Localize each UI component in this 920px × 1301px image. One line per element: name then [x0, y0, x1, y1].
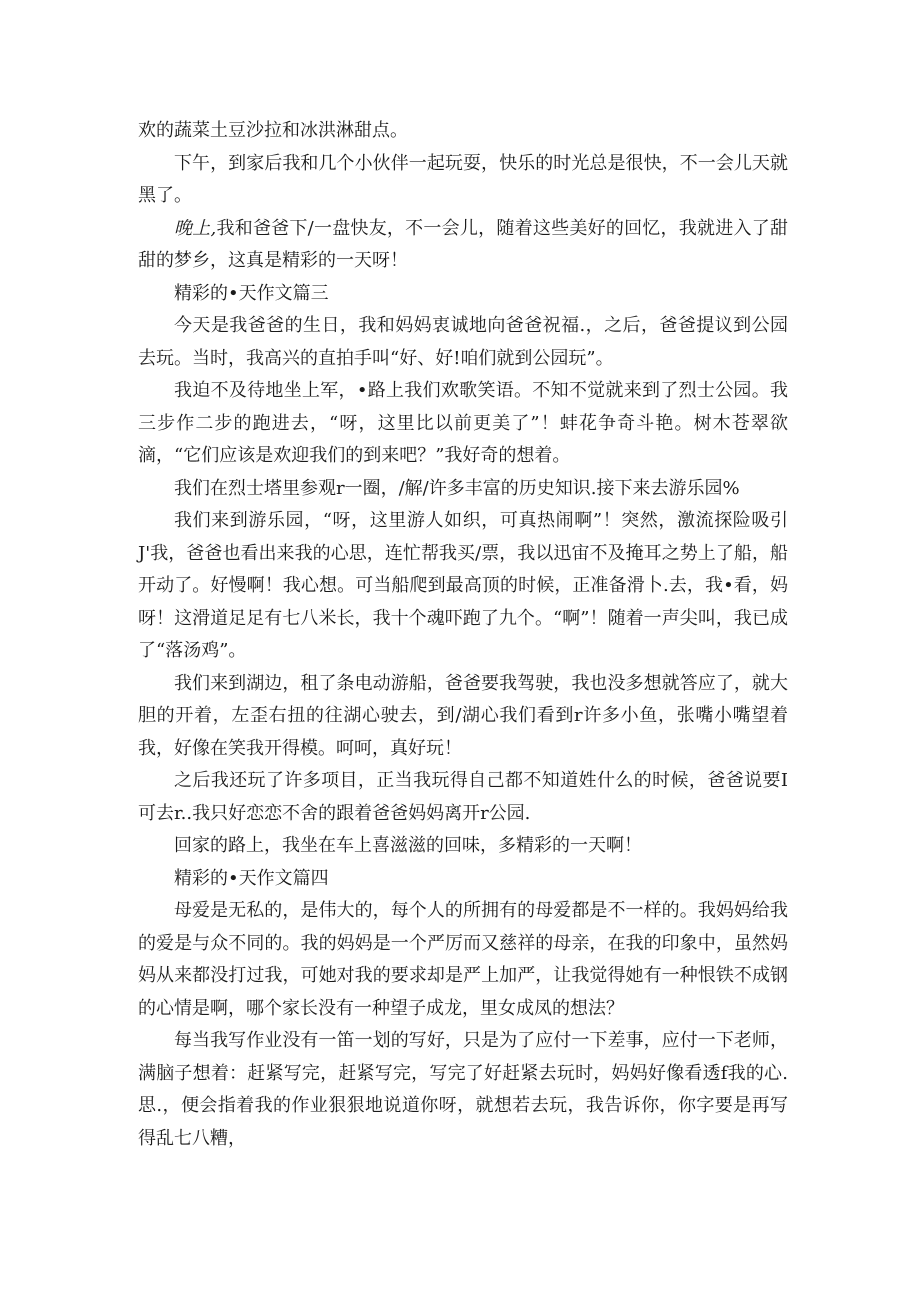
paragraph: 之后我还玩了许多项目，正当我玩得自己都不知道姓什么的时候，爸爸说要I可去r..我只好恋恋不舍的跟着爸爸妈妈离开r公园.	[138, 770, 788, 824]
paragraph: 我们来到湖边，租了条电动游船，爸爸要我驾驶，我也没多想就答应了，就大胆的开着，左歪右扭的往湖心驶去，到/湖心我们看到r许多小鱼，张嘴小嘴望着我，好像在笑我开得模。呵呵，真好玩！	[138, 672, 788, 759]
paragraph: 下午，到家后我和几个小伙伴一起玩耍，快乐的时光总是很快，不一会儿天就黑了。	[138, 152, 788, 206]
paragraph: 母爱是无私的，是伟大的，每个人的所拥有的母爱都是不一样的。我妈妈给我的爱是与众不同的。我的妈妈是一个严厉而又慈祥的母亲，在我的印象中，虽然妈妈从来都没打过我，可她对我的要求却是严上加严，让我觉得她有一种恨铁不成钢的心情是啊，哪个家长没有一种望子成龙，里女成凤的想法？	[138, 900, 788, 1019]
paragraph: 回家的路上，我坐在车上喜滋滋的回味，多精彩的一天啊！	[174, 835, 642, 856]
paragraph	[138, 213, 788, 278]
paragraph: 我迫不及待地坐上军，•路上我们欢歌笑语。不知不觉就来到了烈士公园。我三步作二步的跑进去，“呀，这里比以前更美了”！蚌花争奇斗艳。树木苍翠欲滴，“它们应该是欢迎我们的到来吧？”我好奇的想着。	[138, 380, 788, 466]
paragraph: 我们来到游乐园，“呀，这里游人如织，可真热闹啊”！突然，激流探险吸引J'我，爸爸也看出来我的心思，连忙帮我买/票，我以迅宙不及掩耳之势上了船，船开动了。好慢啊！我心想。可当船爬到最高顶的时候，正准备滑卜.去，我•看，妈呀！这滑道足足有七八米长，我十个魂吓跑了九个。“啊”！随着一声尖叫，我已成了“落汤鸡”。	[138, 510, 788, 661]
paragraph: 今天是我爸爸的生日，我和妈妈衷诚地向爸爸祝福.，之后，爸爸提议到公园去玩。当时，我高兴的直拍手叫“好、好!咱们就到公园玩”。	[138, 315, 788, 369]
paragraph: 每当我写作业没有一笛一划的写好，只是为了应付一下差事，应付一下老师，满脑子想着：赶紧写完，赶紧写完，写完了好赶紧去玩时，妈妈好像看透f我的心.思.，便会指着我的作业狠狠地说道你呀，就想若去玩，我告诉你，你字要是再写得乱七八糟，	[138, 1030, 788, 1149]
essay-body	[138, 115, 788, 1155]
paragraph-lead: 晚上,	[174, 217, 217, 239]
paragraph: 欢的蔬菜土豆沙拉和冰洪淋甜点。	[138, 120, 408, 141]
paragraph: 我们在烈士塔里参观r一圈，/解/许多丰富的历史知识.接下来去游乐园%	[174, 477, 740, 499]
section-heading: 精彩的•天作文篇四	[174, 867, 329, 889]
paragraph-text: 我和爸爸下/一盘快友，不一会儿，随着这些美好的回忆，我就进入了甜甜的梦乡，这真是精彩的一天呀！	[138, 217, 789, 271]
section-heading: 精彩的•天作文篇三	[174, 282, 329, 304]
